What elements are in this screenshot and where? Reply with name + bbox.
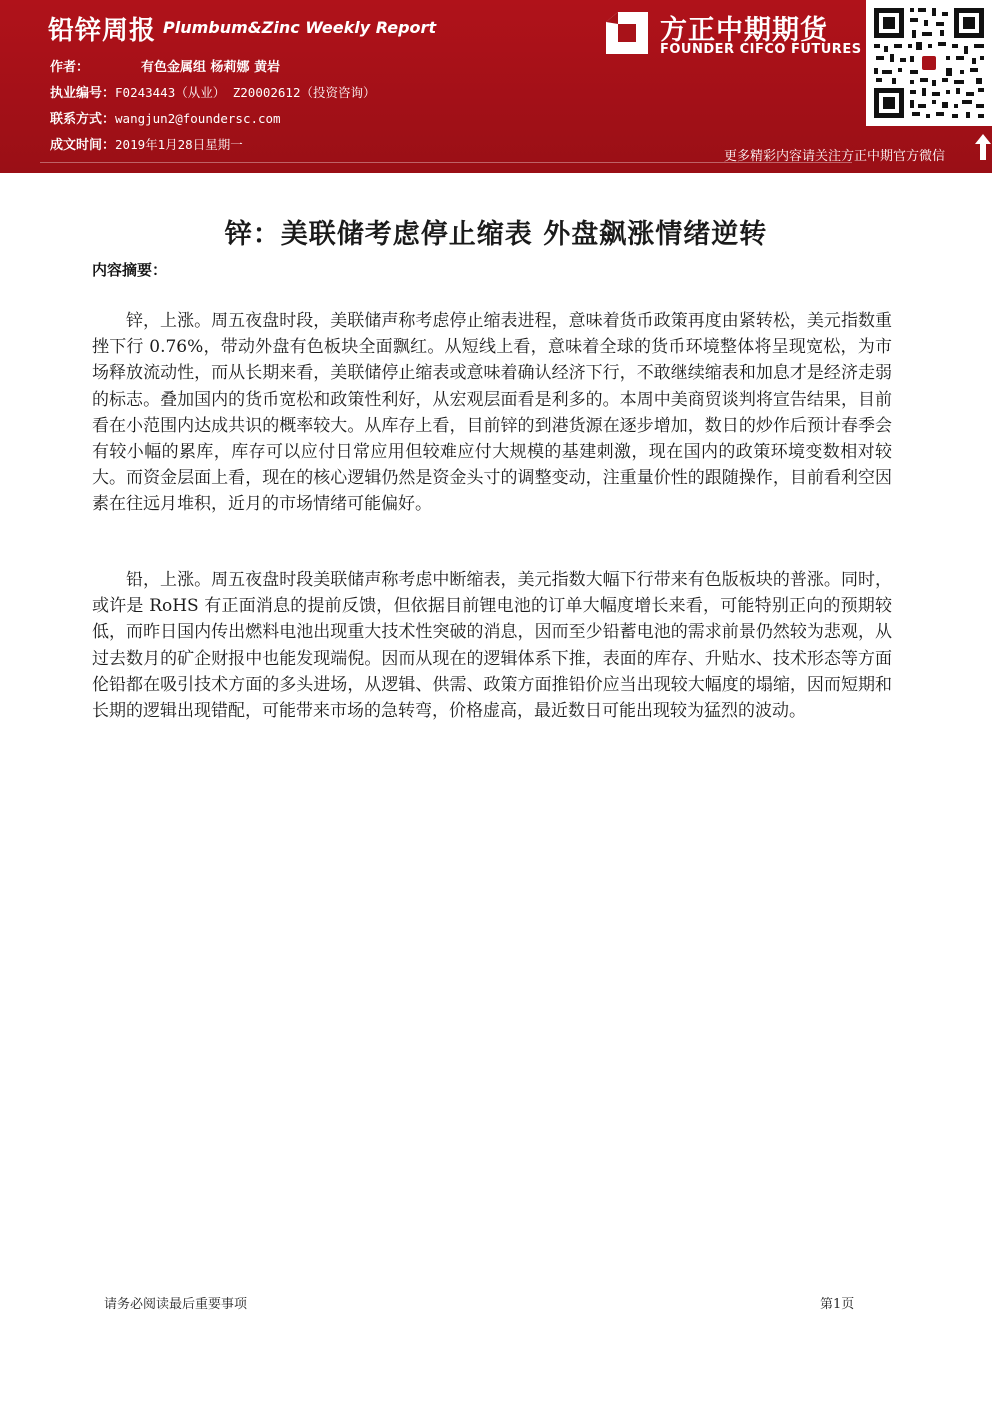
paragraph-lead: 铅，上涨。周五夜盘时段美联储声称考虑中断缩表，美元指数大幅下行带来有色版板块的普涨。同时，或许是 RoHS 有正面消息的提前反馈，但依据目前锂电池的订单大幅度增长来看，可能特别正向的预期较低，而昨日国内传出燃料电池出现重大技术性突破的消息，因而至少铅蓄电池的需求前景仍然较为悲观，从过去数月的矿企财报中也能发现端倪。因而从现在的逻辑体系下推，表面的库存、升贴水、技术形态等方面伦铅都在吸引技术方面的多头进场，从逻辑、供需、政策方面推铅价应当出现较大幅度的塌缩，因而短期和长期的逻辑出现错配，可能带来市场的急转弯，价格虚高，最近数日可能出现较为猛烈的波动。 [92,570,892,722]
license-value: F0243443（从业） Z20002612（投资咨询） [115,85,376,100]
wechat-qr-code [866,0,992,126]
date-label: 成文时间： [50,138,116,153]
header-banner [0,0,992,173]
contact-email[interactable]: wangjun2@foundersc.com [115,111,281,126]
author-names: 有色金属组 杨莉娜 黄岩 [141,60,281,75]
company-name-en: FOUNDER CIFCO FUTURES [660,42,862,57]
license-label: 执业编号： [50,86,116,101]
follow-wechat-text: 更多精彩内容请关注方正中期官方微信 [724,149,946,164]
founder-logo-icon [604,10,650,56]
author-row [50,56,280,75]
report-title-cn: 铅锌周报 [48,16,157,46]
contact-label: 联系方式： [50,112,116,127]
page-number: 第1页 [820,1297,855,1312]
footer-notice: 请务必阅读最后重要事项 [104,1297,248,1312]
contact-row [50,108,281,127]
header-divider [40,162,852,163]
date-row [50,134,243,153]
date-value: 2019年1月28日星期一 [115,137,243,152]
company-name-cn: 方正中期期货 [660,15,828,46]
report-title-en: Plumbum&Zinc Weekly Report [163,18,437,37]
author-label: 作者： [50,60,90,75]
abstract-label: 内容摘要： [92,261,168,279]
arrow-up-icon [974,133,992,161]
paragraph-zinc: 锌，上涨。周五夜盘时段，美联储声称考虑停止缩表进程，意味着货币政策再度由紧转松，美元指数重挫下行 0.76%，带动外盘有色板块全面飘红。从短线上看，意味着全球的货币环境整体将呈现宽松，为市场释放流动性，而从长期来看，美联储停止缩表或意味着确认经济下行，不敢继续缩表和加息才是经济走弱的标志。叠加国内的货币宽松和政策性利好，从宏观层面看是利多的。本周中美商贸谈判将宣告结果，目前看在小范围内达成共识的概率较大。从库存上看，目前锌的到港货源在逐步增加，数日的炒作后预计春季会有较小幅的累库，库存可以应付日常应用但较难应付大规模的基建刺激，现在国内的政策环境变数相对较大。而资金层面上看，现在的核心逻辑仍然是资金头寸的调整变动，注重量价性的跟随操作，目前看利空因素在往远月堆积，近月的市场情绪可能偏好。 [92,311,892,515]
document-title: 锌：美联储考虑停止缩表 外盘飙涨情绪逆转 [224,219,768,250]
license-row [50,82,375,101]
